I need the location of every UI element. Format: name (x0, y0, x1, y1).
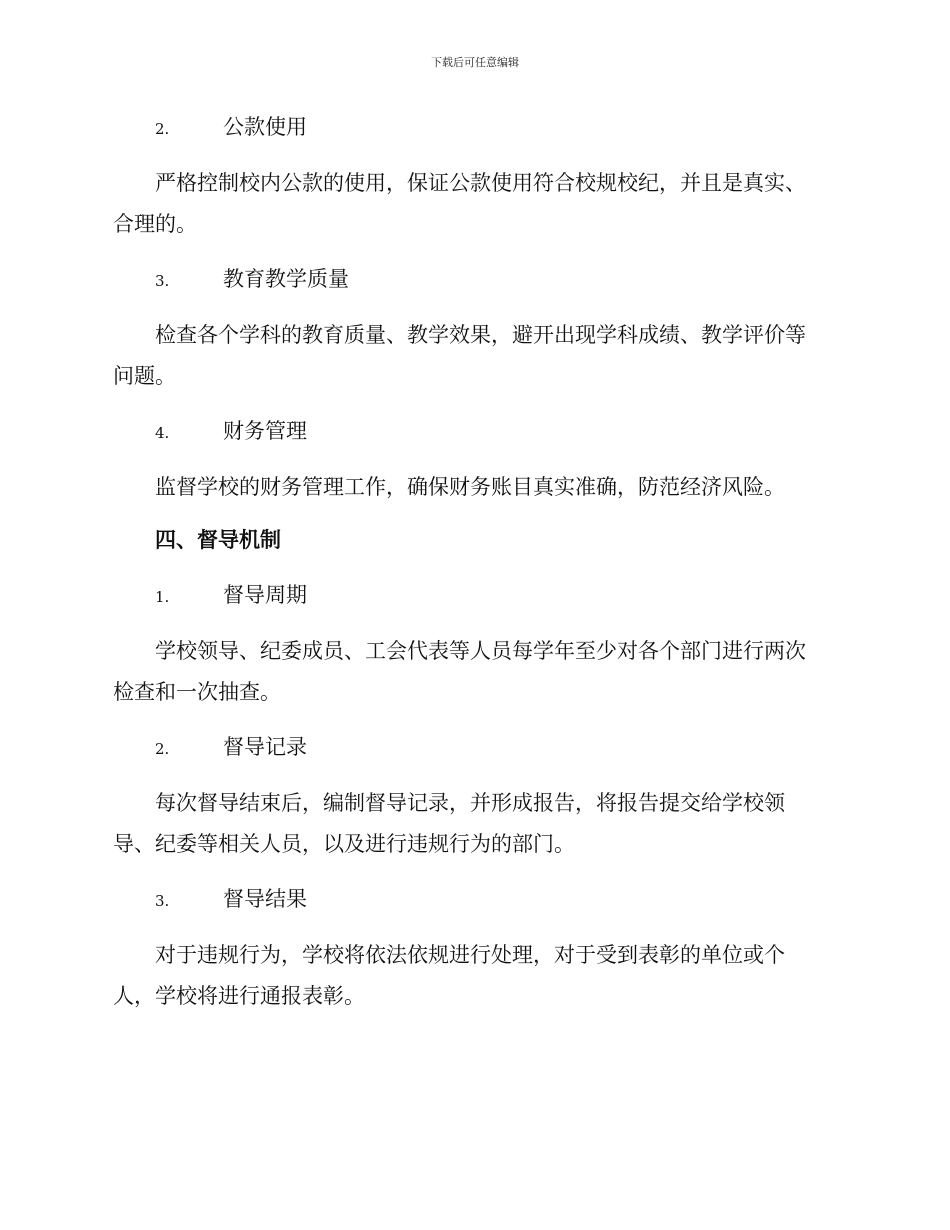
section-heading: 四、督导机制 (155, 527, 281, 552)
list-heading-text: 督导记录 (223, 735, 307, 759)
paragraph-line: 人，学校将进行通报表彰。 (113, 984, 365, 1008)
list-heading-text: 教育教学质量 (223, 267, 349, 291)
list-number: 3. (155, 272, 170, 290)
list-number: 4. (155, 424, 170, 442)
page-header: 下载后可任意编辑 (431, 56, 519, 69)
list-number: 1. (155, 588, 170, 606)
paragraph-line: 每次督导结束后，编制督导记录，并形成报告，将报告提交给学校领 (155, 791, 785, 815)
list-number: 3. (155, 892, 170, 910)
list-item-heading (155, 264, 880, 296)
list-heading-text: 督导周期 (223, 583, 307, 607)
list-number: 2. (155, 740, 170, 758)
paragraph-line: 学校领导、纪委成员、工会代表等人员每学年至少对各个部门进行两次 (155, 639, 806, 663)
list-item-heading (155, 732, 880, 764)
list-number: 2. (155, 120, 170, 138)
paragraph-line: 合理的。 (113, 212, 197, 236)
list-heading-text: 财务管理 (223, 419, 307, 443)
list-item-heading (155, 416, 880, 448)
list-item-heading (155, 580, 880, 612)
paragraph-line: 严格控制校内公款的使用，保证公款使用符合校规校纪，并且是真实、 (155, 171, 806, 195)
list-item-heading (155, 884, 880, 916)
list-heading-text: 督导结果 (223, 887, 307, 911)
paragraph-line: 检查各个学科的教育质量、教学效果，避开出现学科成绩、教学评价等 (155, 323, 806, 347)
paragraph-line: 问题。 (113, 364, 176, 388)
paragraph-line: 检查和一次抽查。 (113, 680, 281, 704)
list-item-heading (155, 112, 880, 144)
paragraph-line: 监督学校的财务管理工作，确保财务账目真实准确，防范经济风险。 (155, 475, 785, 499)
paragraph-line: 对于违规行为，学校将依法依规进行处理，对于受到表彰的单位或个 (155, 943, 785, 967)
list-heading-text: 公款使用 (223, 115, 307, 139)
paragraph-line: 导、纪委等相关人员，以及进行违规行为的部门。 (113, 832, 575, 856)
